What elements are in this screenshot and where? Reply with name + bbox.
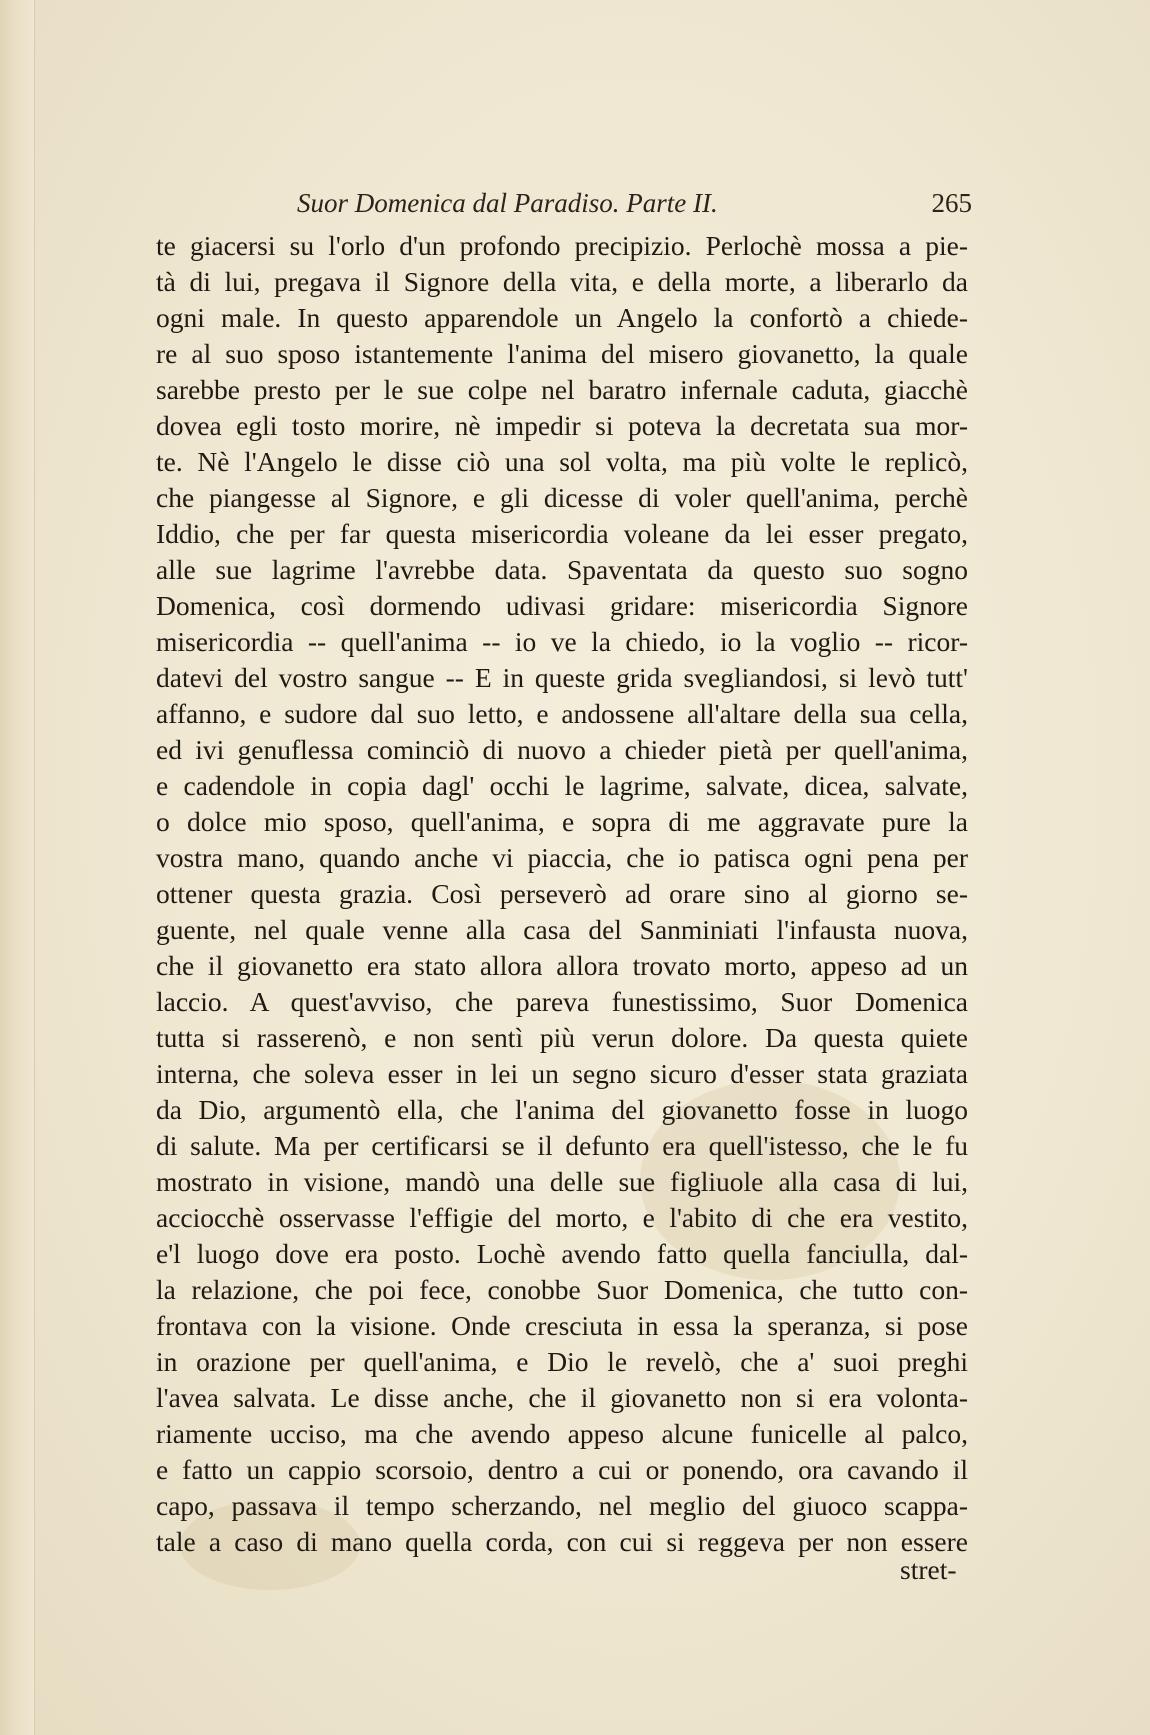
catchword: stret-	[900, 1554, 957, 1585]
text-line: che piangesse al Signore, e gli dicesse di voler quell'anima, perchè	[156, 482, 968, 513]
text-line: e cadendole in copia dagl' occhi le lagrime, salvate, dicea, salvate,	[156, 770, 968, 801]
text-line: sarebbe presto per le sue colpe nel baratro infernale caduta, giacchè	[156, 374, 968, 405]
text-line: Iddio, che per far questa misericordia voleane da lei esser pregato,	[156, 518, 968, 549]
text-line: ogni male. In questo apparendole un Angelo la confortò a chiede-	[156, 302, 968, 333]
text-line: te giacersi su l'orlo d'un profondo precipizio. Perlochè mossa a pie-	[156, 230, 968, 261]
running-head-title: Suor Domenica dal Paradiso. Parte II.	[297, 188, 718, 218]
text-line: vostra mano, quando anche vi piaccia, che io patisca ogni pena per	[156, 842, 968, 873]
text-line: acciocchè osservasse l'effigie del morto, e l'abito di che era vestito,	[156, 1202, 968, 1233]
text-line: capo, passava il tempo scherzando, nel meglio del giuoco scappa-	[156, 1490, 968, 1521]
text-line: o dolce mio sposo, quell'anima, e sopra di me aggravate pure la	[156, 806, 968, 837]
text-line: dovea egli tosto morire, nè impedir si poteva la decretata sua mor-	[156, 410, 968, 441]
text-line: misericordia -- quell'anima -- io ve la chiedo, io la voglio -- ricor-	[156, 626, 968, 657]
text-line: e'l luogo dove era posto. Lochè avendo fatto quella fanciulla, dal-	[156, 1238, 968, 1269]
text-line: guente, nel quale venne alla casa del Sanminiati l'infausta nuova,	[156, 914, 968, 945]
text-line: tale a caso di mano quella corda, con cui si reggeva per non essere	[156, 1526, 968, 1557]
text-line: te. Nè l'Angelo le disse ciò una sol volta, ma più volte le replicò,	[156, 446, 968, 477]
running-head	[152, 188, 972, 224]
text-line: tutta si rasserenò, e non sentì più verun dolore. Da questa quiete	[156, 1022, 968, 1053]
text-line: riamente ucciso, ma che avendo appeso alcune funicelle al palco,	[156, 1418, 968, 1449]
text-line: di salute. Ma per certificarsi se il defunto era quell'istesso, che le fu	[156, 1130, 968, 1161]
text-line: interna, che soleva esser in lei un segno sicuro d'esser stata graziata	[156, 1058, 968, 1089]
text-line: re al suo sposo istantemente l'anima del misero giovanetto, la quale	[156, 338, 968, 369]
text-line: ottener questa grazia. Così perseverò ad orare sino al giorno se-	[156, 878, 968, 909]
text-line: e fatto un cappio scorsoio, dentro a cui or ponendo, ora cavando il	[156, 1454, 968, 1485]
text-line: ed ivi genuflessa cominciò di nuovo a chieder pietà per quell'anima,	[156, 734, 968, 765]
text-line: in orazione per quell'anima, e Dio le revelò, che a' suoi preghi	[156, 1346, 968, 1377]
text-line: alle sue lagrime l'avrebbe data. Spaventata da questo suo sogno	[156, 554, 968, 585]
text-line: che il giovanetto era stato allora allora trovato morto, appeso ad un	[156, 950, 968, 981]
text-line: laccio. A quest'avviso, che pareva funestissimo, Suor Domenica	[156, 986, 968, 1017]
text-line: mostrato in visione, mandò una delle sue figliuole alla casa di lui,	[156, 1166, 968, 1197]
text-line: da Dio, argumentò ella, che l'anima del giovanetto fosse in luogo	[156, 1094, 968, 1125]
text-line: la relazione, che poi fece, conobbe Suor Domenica, che tutto con-	[156, 1274, 968, 1305]
text-line: l'avea salvata. Le disse anche, che il giovanetto non si era volonta-	[156, 1382, 968, 1413]
text-line: frontava con la visione. Onde cresciuta in essa la speranza, si pose	[156, 1310, 968, 1341]
page-gutter	[0, 0, 35, 1735]
text-line: Domenica, così dormendo udivasi gridare: misericordia Signore	[156, 590, 968, 621]
page-number: 265	[931, 188, 972, 218]
text-line: affanno, e sudore dal suo letto, e andossene all'altare della sua cella,	[156, 698, 968, 729]
body-text	[156, 228, 968, 1560]
text-line: datevi del vostro sangue -- E in queste grida svegliandosi, si levò tutt'	[156, 662, 968, 693]
text-line: tà di lui, pregava il Signore della vita, e della morte, a liberarlo da	[156, 266, 968, 297]
